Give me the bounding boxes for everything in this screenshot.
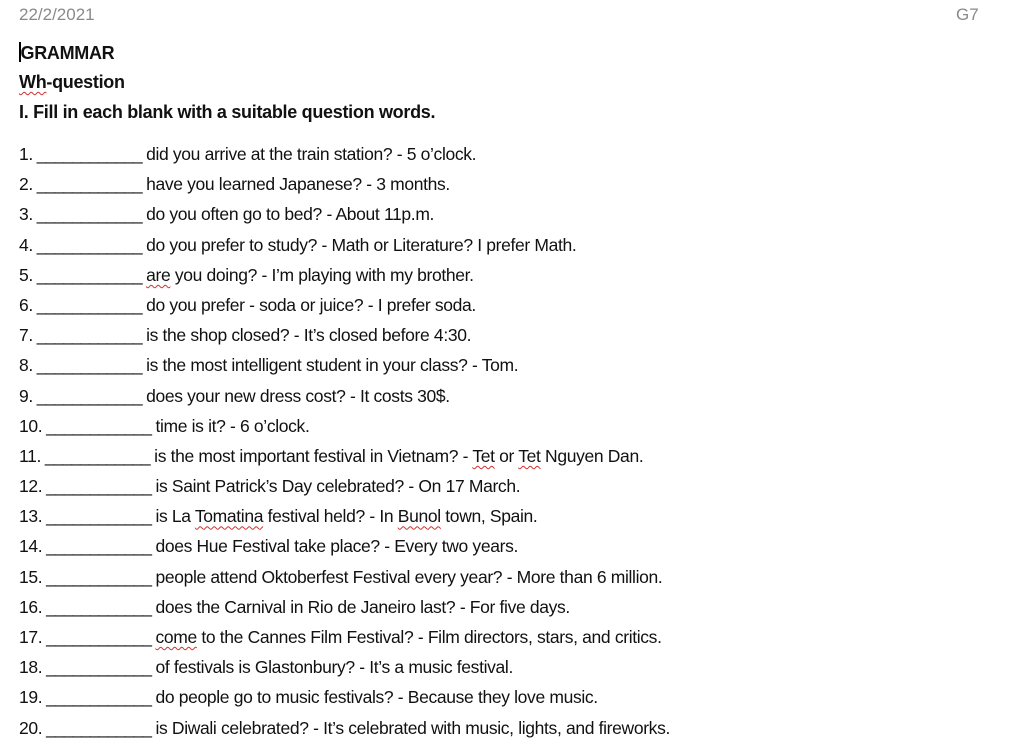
question-number: 13. [19,506,43,527]
question-text: time is it? - 6 o’clock. [150,415,310,436]
question-text: does the Carnival in Rio de Janeiro last? - For five days. [150,596,570,617]
answer-blank: ____________ [42,717,151,738]
question-item [19,685,670,715]
question-number: 17. [19,627,43,647]
question-number: 2. [19,174,33,195]
question-text: Nguyen Dan. [540,445,644,466]
answer-blank: ____________ [42,596,151,617]
question-number: 9. [19,385,33,406]
grammar-heading [19,42,114,64]
question-number: 8. [19,355,33,376]
wh-question-heading [19,72,125,93]
question-item [19,716,670,746]
question-text: do people go to music festivals? - Because they love music. [150,687,598,708]
answer-blank: ____________ [42,687,151,708]
question-item [19,444,670,474]
question-item [19,504,670,534]
question-text: does your new dress cost? - It costs 30$. [141,385,450,406]
spellcheck-flagged-word: come [155,627,197,647]
question-item [19,172,670,202]
question-text: festival held? - In [263,506,398,527]
question-number: 6. [19,294,33,315]
question-number: 5. [19,264,33,285]
question-text: to the Cannes Film Festival? - Film directors, stars, and critics. [196,627,662,647]
answer-blank: ____________ [32,234,142,255]
answer-blank: ____________ [42,627,151,647]
question-item [19,534,670,564]
question-number: 3. [19,204,33,225]
exercise-instruction: I. Fill in each blank with a suitable question words. [19,102,436,122]
answer-blank: ____________ [42,566,151,587]
question-item [19,142,670,172]
question-number: 19. [19,687,43,708]
question-number: 14. [19,536,43,557]
answer-blank: ____________ [40,445,150,466]
answer-blank: ____________ [42,657,151,678]
answer-blank: ____________ [32,144,142,164]
question-text: of festivals is Glastonbury? - It’s a music festival. [150,657,513,678]
question-item [19,414,670,444]
answer-blank: ____________ [32,294,142,315]
question-text: is La [150,506,195,527]
question-text: you doing? - I’m playing with my brother. [170,264,474,285]
question-text: is the most intelligent student in your class? - Tom. [141,355,519,376]
answer-blank: ____________ [32,385,142,406]
grammar-heading-text: GRAMMAR [20,43,115,63]
spellcheck-flagged-word: Tet [472,445,495,466]
answer-blank: ____________ [42,415,151,436]
question-number: 18. [19,657,43,678]
question-list [19,142,670,746]
question-item [19,323,670,353]
question-number: 7. [19,325,33,346]
question-item [19,202,670,232]
spellcheck-flagged-word: Bunol [397,506,441,527]
question-text: town, Spain. [440,506,538,527]
question-text: did you arrive at the train station? - 5 o’clock. [141,144,477,164]
question-item [19,263,670,293]
question-text: is Saint Patrick’s Day celebrated? - On 17 March. [150,476,521,497]
question-item [19,474,670,504]
question-number: 20. [19,717,43,738]
wh-question-rest: -question [46,72,125,92]
question-number: 4. [19,234,33,255]
answer-blank: ____________ [42,476,151,497]
question-item [19,655,670,685]
question-text: do you prefer to study? - Math or Literature? I prefer Math. [141,234,577,255]
spellcheck-flagged-word: Tomatina [194,506,264,527]
question-item [19,595,670,625]
question-item [19,625,670,655]
question-number: 11. [19,445,41,466]
answer-blank: ____________ [32,325,142,346]
question-number: 12. [19,476,43,497]
question-text: people attend Oktoberfest Festival every year? - More than 6 million. [150,566,663,587]
question-text: or [494,445,519,466]
question-text: do you prefer - soda or juice? - I prefer soda. [141,294,476,315]
question-text: have you learned Japanese? - 3 months. [141,174,450,195]
question-number: 15. [19,566,43,587]
class-code: G7 [956,5,979,24]
spellcheck-flagged-word: Tet [518,445,541,466]
question-item [19,353,670,383]
question-text: does Hue Festival take place? - Every two years. [150,536,518,557]
answer-blank: ____________ [32,264,142,285]
question-text: is Diwali celebrated? - It’s celebrated with music, lights, and fireworks. [150,717,670,738]
question-text: do you often go to bed? - About 11p.m. [141,204,435,225]
answer-blank: ____________ [42,536,151,557]
question-text: is the most important festival in Vietnam? - [149,445,473,466]
spellcheck-flagged-word: are [146,264,171,285]
question-item [19,233,670,263]
document-date: 22/2/2021 [19,5,95,24]
answer-blank: ____________ [32,174,142,195]
wh-squiggle-word: Wh [19,72,47,92]
question-item [19,293,670,323]
answer-blank: ____________ [42,506,151,527]
question-item [19,565,670,595]
question-item [19,384,670,414]
question-number: 10. [19,415,43,436]
question-text: is the shop closed? - It’s closed before 4:30. [141,325,472,346]
question-number: 16. [19,596,43,617]
answer-blank: ____________ [32,355,142,376]
question-number: 1. [19,144,33,164]
answer-blank: ____________ [32,204,142,225]
